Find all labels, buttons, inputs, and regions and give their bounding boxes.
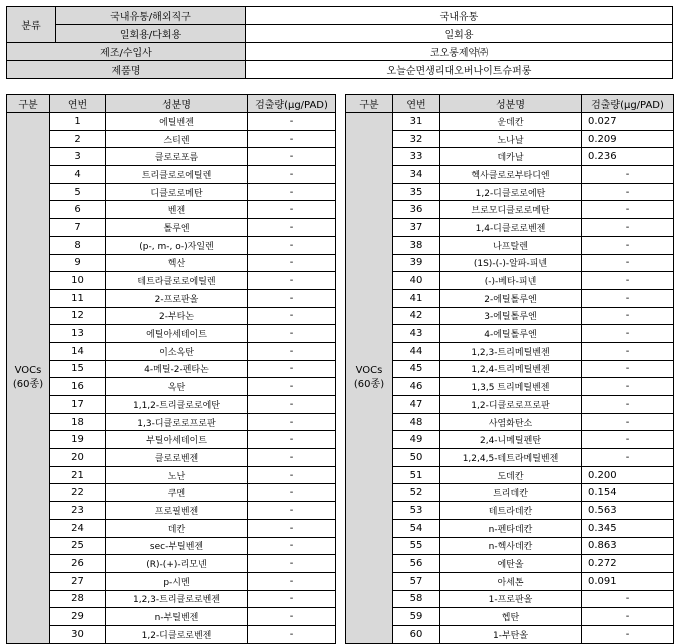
no-cell: 53 bbox=[393, 502, 440, 520]
no-cell: 59 bbox=[393, 608, 440, 626]
table-row bbox=[346, 466, 674, 484]
table-row bbox=[346, 166, 674, 184]
amount-cell: - bbox=[248, 166, 336, 184]
amount-cell: - bbox=[248, 519, 336, 537]
amount-cell: - bbox=[582, 166, 674, 184]
table-row bbox=[346, 625, 674, 643]
no-cell: 36 bbox=[393, 201, 440, 219]
no-cell: 16 bbox=[50, 378, 106, 396]
no-cell: 12 bbox=[50, 307, 106, 325]
product-name-label: 제품명 bbox=[7, 61, 246, 79]
name-cell: 2,4-니메틸펜탄 bbox=[440, 431, 582, 449]
category-line2: (60종) bbox=[12, 378, 44, 390]
name-cell: 4-메틸-2-펜타논 bbox=[106, 360, 248, 378]
name-cell: 1,2,3-트리클로로벤젠 bbox=[106, 590, 248, 608]
name-cell: 나프탈렌 bbox=[440, 236, 582, 254]
header-name: 성분명 bbox=[440, 95, 582, 113]
no-cell: 50 bbox=[393, 449, 440, 467]
no-cell: 33 bbox=[393, 148, 440, 166]
name-cell: 1-프로판올 bbox=[440, 590, 582, 608]
name-cell: 3-에틸톨루엔 bbox=[440, 307, 582, 325]
no-cell: 60 bbox=[393, 625, 440, 643]
name-cell: 옥탄 bbox=[106, 378, 248, 396]
no-cell: 54 bbox=[393, 519, 440, 537]
distribution-label: 국내유통/해외직구 bbox=[56, 7, 246, 25]
amount-cell: 0.200 bbox=[582, 466, 674, 484]
amount-cell: - bbox=[248, 431, 336, 449]
amount-cell: 0.563 bbox=[582, 502, 674, 520]
table-row bbox=[7, 130, 336, 148]
table-row bbox=[346, 484, 674, 502]
no-cell: 52 bbox=[393, 484, 440, 502]
amount-cell: - bbox=[248, 201, 336, 219]
table-row bbox=[7, 148, 336, 166]
name-cell: 아세톤 bbox=[440, 572, 582, 590]
name-cell: n-부틸벤젠 bbox=[106, 608, 248, 626]
amount-cell: - bbox=[248, 413, 336, 431]
no-cell: 9 bbox=[50, 254, 106, 272]
name-cell: 1,4-디클로로벤젠 bbox=[440, 219, 582, 237]
category-line1: VOCs bbox=[355, 364, 383, 376]
no-cell: 8 bbox=[50, 236, 106, 254]
amount-cell: - bbox=[248, 272, 336, 290]
amount-cell: - bbox=[582, 431, 674, 449]
amount-cell: - bbox=[582, 449, 674, 467]
table-row bbox=[7, 219, 336, 237]
amount-cell: - bbox=[582, 201, 674, 219]
no-cell: 58 bbox=[393, 590, 440, 608]
amount-cell: - bbox=[248, 289, 336, 307]
category-cell bbox=[346, 113, 393, 644]
no-cell: 13 bbox=[50, 325, 106, 343]
no-cell: 34 bbox=[393, 166, 440, 184]
name-cell: 노난 bbox=[106, 466, 248, 484]
amount-cell: 0.154 bbox=[582, 484, 674, 502]
table-row bbox=[7, 431, 336, 449]
amount-cell: 0.027 bbox=[582, 113, 674, 131]
no-cell: 39 bbox=[393, 254, 440, 272]
name-cell: 1,2-디클로로벤젠 bbox=[106, 625, 248, 643]
name-cell: 클로로포름 bbox=[106, 148, 248, 166]
amount-cell: - bbox=[582, 272, 674, 290]
no-cell: 22 bbox=[50, 484, 106, 502]
no-cell: 3 bbox=[50, 148, 106, 166]
manufacturer-label: 제조/수입사 bbox=[7, 43, 246, 61]
table-row bbox=[7, 236, 336, 254]
no-cell: 31 bbox=[393, 113, 440, 131]
table-row bbox=[346, 590, 674, 608]
name-cell: 에틸아세테이트 bbox=[106, 325, 248, 343]
no-cell: 21 bbox=[50, 466, 106, 484]
table-row bbox=[346, 272, 674, 290]
no-cell: 32 bbox=[393, 130, 440, 148]
no-cell: 24 bbox=[50, 519, 106, 537]
no-cell: 44 bbox=[393, 342, 440, 360]
table-row bbox=[346, 219, 674, 237]
table-row bbox=[346, 572, 674, 590]
name-cell: 1,3,5 트리메틸벤젠 bbox=[440, 378, 582, 396]
name-cell: p-시멘 bbox=[106, 572, 248, 590]
amount-cell: - bbox=[582, 342, 674, 360]
name-cell: 2-프로판올 bbox=[106, 289, 248, 307]
no-cell: 20 bbox=[50, 449, 106, 467]
name-cell: 디클로로메탄 bbox=[106, 183, 248, 201]
table-row bbox=[346, 113, 674, 131]
header-no: 연번 bbox=[50, 95, 106, 113]
name-cell: 1,2,3-트리메틸벤젠 bbox=[440, 342, 582, 360]
table-row bbox=[7, 537, 336, 555]
amount-cell: - bbox=[248, 555, 336, 573]
name-cell: 에틸벤젠 bbox=[106, 113, 248, 131]
table-row bbox=[7, 113, 336, 131]
no-cell: 57 bbox=[393, 572, 440, 590]
name-cell: n-헥사데칸 bbox=[440, 537, 582, 555]
table-row bbox=[7, 360, 336, 378]
no-cell: 18 bbox=[50, 413, 106, 431]
category-line2: (60종) bbox=[353, 378, 385, 390]
amount-cell: - bbox=[248, 236, 336, 254]
amount-cell: - bbox=[248, 360, 336, 378]
table-row bbox=[7, 466, 336, 484]
table-row bbox=[346, 236, 674, 254]
no-cell: 38 bbox=[393, 236, 440, 254]
name-cell: 2-에틸톨루엔 bbox=[440, 289, 582, 307]
name-cell: 테트라클로로에틸렌 bbox=[106, 272, 248, 290]
name-cell: 테트라데칸 bbox=[440, 502, 582, 520]
no-cell: 4 bbox=[50, 166, 106, 184]
amount-cell: - bbox=[582, 608, 674, 626]
amount-cell: - bbox=[248, 572, 336, 590]
table-row bbox=[7, 289, 336, 307]
amount-cell: 0.209 bbox=[582, 130, 674, 148]
name-cell: 트리클로로에틸렌 bbox=[106, 166, 248, 184]
name-cell: 부틸아세테이트 bbox=[106, 431, 248, 449]
no-cell: 11 bbox=[50, 289, 106, 307]
header-no: 연번 bbox=[393, 95, 440, 113]
amount-cell: - bbox=[248, 130, 336, 148]
table-row bbox=[7, 449, 336, 467]
table-row bbox=[7, 201, 336, 219]
table-row bbox=[346, 254, 674, 272]
product-name-value: 오늘순면생리대오버나이트슈퍼롱 bbox=[246, 61, 673, 79]
table-row bbox=[7, 625, 336, 643]
name-cell: 스티렌 bbox=[106, 130, 248, 148]
no-cell: 35 bbox=[393, 183, 440, 201]
table-row bbox=[346, 449, 674, 467]
name-cell: 1,2,4-트리메틸벤젠 bbox=[440, 360, 582, 378]
table-row bbox=[7, 307, 336, 325]
table-row bbox=[346, 502, 674, 520]
name-cell: (-)-베타-피넨 bbox=[440, 272, 582, 290]
amount-cell: - bbox=[248, 342, 336, 360]
name-cell: 클로로벤젠 bbox=[106, 449, 248, 467]
no-cell: 10 bbox=[50, 272, 106, 290]
amount-cell: - bbox=[248, 325, 336, 343]
amount-cell: - bbox=[582, 183, 674, 201]
name-cell: 에탄올 bbox=[440, 555, 582, 573]
name-cell: 프로필벤젠 bbox=[106, 502, 248, 520]
name-cell: 운데칸 bbox=[440, 113, 582, 131]
name-cell: 데카날 bbox=[440, 148, 582, 166]
table-row bbox=[346, 148, 674, 166]
header-category: 구분 bbox=[7, 95, 50, 113]
amount-cell: - bbox=[248, 219, 336, 237]
amount-cell: - bbox=[248, 183, 336, 201]
table-row bbox=[7, 555, 336, 573]
amount-cell: - bbox=[248, 113, 336, 131]
classification-label: 분류 bbox=[7, 7, 56, 43]
name-cell: 쿠멘 bbox=[106, 484, 248, 502]
name-cell: 1,2-디클로로에탄 bbox=[440, 183, 582, 201]
name-cell: 1,3-디클로로프로판 bbox=[106, 413, 248, 431]
name-cell: 1,2-디클로로프로판 bbox=[440, 396, 582, 414]
table-row bbox=[346, 555, 674, 573]
table-row bbox=[346, 289, 674, 307]
name-cell: (1S)-(-)-알파-피넨 bbox=[440, 254, 582, 272]
amount-cell: - bbox=[582, 413, 674, 431]
table-row bbox=[346, 360, 674, 378]
amount-cell: - bbox=[582, 625, 674, 643]
product-info-table bbox=[6, 6, 673, 79]
amount-cell: - bbox=[582, 254, 674, 272]
table-row bbox=[7, 396, 336, 414]
no-cell: 25 bbox=[50, 537, 106, 555]
amount-cell: 0.345 bbox=[582, 519, 674, 537]
name-cell: 1,2,4,5-테트라메틸벤젠 bbox=[440, 449, 582, 467]
no-cell: 42 bbox=[393, 307, 440, 325]
table-row bbox=[346, 519, 674, 537]
no-cell: 15 bbox=[50, 360, 106, 378]
name-cell: 톨루엔 bbox=[106, 219, 248, 237]
table-row bbox=[7, 272, 336, 290]
name-cell: 헥사클로로부타디엔 bbox=[440, 166, 582, 184]
table-row bbox=[7, 608, 336, 626]
amount-cell: - bbox=[248, 307, 336, 325]
no-cell: 1 bbox=[50, 113, 106, 131]
table-row bbox=[346, 537, 674, 555]
name-cell: 브로모디클로로메탄 bbox=[440, 201, 582, 219]
usage-label: 일회용/다회용 bbox=[56, 25, 246, 43]
name-cell: (p-, m-, o-)자일렌 bbox=[106, 236, 248, 254]
name-cell: 이소옥탄 bbox=[106, 342, 248, 360]
amount-cell: - bbox=[248, 378, 336, 396]
amount-cell: - bbox=[248, 608, 336, 626]
amount-cell: - bbox=[248, 449, 336, 467]
table-row bbox=[346, 342, 674, 360]
voc-table-right bbox=[345, 94, 674, 644]
no-cell: 30 bbox=[50, 625, 106, 643]
amount-cell: - bbox=[248, 148, 336, 166]
no-cell: 26 bbox=[50, 555, 106, 573]
header-category: 구분 bbox=[346, 95, 393, 113]
amount-cell: - bbox=[248, 396, 336, 414]
amount-cell: - bbox=[582, 219, 674, 237]
distribution-value: 국내유통 bbox=[246, 7, 673, 25]
no-cell: 27 bbox=[50, 572, 106, 590]
name-cell: 헥산 bbox=[106, 254, 248, 272]
no-cell: 40 bbox=[393, 272, 440, 290]
amount-cell: - bbox=[248, 254, 336, 272]
amount-cell: - bbox=[582, 378, 674, 396]
amount-cell: - bbox=[582, 396, 674, 414]
table-row bbox=[7, 590, 336, 608]
voc-table-left bbox=[6, 94, 336, 644]
name-cell: 2-부타논 bbox=[106, 307, 248, 325]
amount-cell: - bbox=[248, 466, 336, 484]
table-row bbox=[7, 183, 336, 201]
no-cell: 2 bbox=[50, 130, 106, 148]
table-row bbox=[346, 608, 674, 626]
no-cell: 23 bbox=[50, 502, 106, 520]
no-cell: 41 bbox=[393, 289, 440, 307]
name-cell: 헵탄 bbox=[440, 608, 582, 626]
name-cell: 1-부탄올 bbox=[440, 625, 582, 643]
manufacturer-value: 코오롱제약㈜ bbox=[246, 43, 673, 61]
no-cell: 51 bbox=[393, 466, 440, 484]
table-row bbox=[346, 378, 674, 396]
name-cell: 노나날 bbox=[440, 130, 582, 148]
table-row bbox=[346, 183, 674, 201]
table-row bbox=[7, 166, 336, 184]
amount-cell: 0.091 bbox=[582, 572, 674, 590]
amount-cell: - bbox=[248, 590, 336, 608]
no-cell: 43 bbox=[393, 325, 440, 343]
table-row bbox=[7, 519, 336, 537]
name-cell: 1,1,2-트리클로로에탄 bbox=[106, 396, 248, 414]
amount-cell: - bbox=[582, 325, 674, 343]
table-row bbox=[346, 130, 674, 148]
table-row bbox=[7, 378, 336, 396]
name-cell: sec-부틸벤젠 bbox=[106, 537, 248, 555]
amount-cell: - bbox=[582, 590, 674, 608]
no-cell: 37 bbox=[393, 219, 440, 237]
name-cell: 사염화탄소 bbox=[440, 413, 582, 431]
table-row bbox=[346, 396, 674, 414]
table-row bbox=[7, 572, 336, 590]
no-cell: 6 bbox=[50, 201, 106, 219]
amount-cell: - bbox=[248, 484, 336, 502]
no-cell: 55 bbox=[393, 537, 440, 555]
name-cell: 4-에틸톨루엔 bbox=[440, 325, 582, 343]
name-cell: 벤젠 bbox=[106, 201, 248, 219]
table-row bbox=[346, 307, 674, 325]
category-line1: VOCs bbox=[14, 364, 42, 376]
amount-cell: - bbox=[248, 625, 336, 643]
amount-cell: 0.272 bbox=[582, 555, 674, 573]
table-row bbox=[7, 502, 336, 520]
amount-cell: - bbox=[248, 502, 336, 520]
no-cell: 5 bbox=[50, 183, 106, 201]
no-cell: 49 bbox=[393, 431, 440, 449]
no-cell: 47 bbox=[393, 396, 440, 414]
table-row bbox=[7, 325, 336, 343]
no-cell: 56 bbox=[393, 555, 440, 573]
table-row bbox=[7, 484, 336, 502]
no-cell: 7 bbox=[50, 219, 106, 237]
no-cell: 28 bbox=[50, 590, 106, 608]
header-name: 성분명 bbox=[106, 95, 248, 113]
amount-cell: 0.863 bbox=[582, 537, 674, 555]
table-row bbox=[346, 413, 674, 431]
amount-cell: - bbox=[248, 537, 336, 555]
name-cell: (R)-(+)-리모넨 bbox=[106, 555, 248, 573]
amount-cell: - bbox=[582, 236, 674, 254]
usage-value: 일회용 bbox=[246, 25, 673, 43]
no-cell: 19 bbox=[50, 431, 106, 449]
header-amount: 검출량(μg/PAD) bbox=[248, 95, 336, 113]
amount-cell: 0.236 bbox=[582, 148, 674, 166]
table-row bbox=[7, 254, 336, 272]
amount-cell: - bbox=[582, 360, 674, 378]
table-row bbox=[7, 342, 336, 360]
table-row bbox=[346, 201, 674, 219]
name-cell: 트리데칸 bbox=[440, 484, 582, 502]
category-cell bbox=[7, 113, 50, 644]
amount-cell: - bbox=[582, 289, 674, 307]
header-amount: 검출량(μg/PAD) bbox=[582, 95, 674, 113]
no-cell: 46 bbox=[393, 378, 440, 396]
table-row bbox=[346, 431, 674, 449]
name-cell: 데칸 bbox=[106, 519, 248, 537]
no-cell: 45 bbox=[393, 360, 440, 378]
table-row bbox=[7, 413, 336, 431]
no-cell: 17 bbox=[50, 396, 106, 414]
table-row bbox=[346, 325, 674, 343]
name-cell: n-펜타데칸 bbox=[440, 519, 582, 537]
name-cell: 도데칸 bbox=[440, 466, 582, 484]
amount-cell: - bbox=[582, 307, 674, 325]
no-cell: 48 bbox=[393, 413, 440, 431]
no-cell: 29 bbox=[50, 608, 106, 626]
no-cell: 14 bbox=[50, 342, 106, 360]
